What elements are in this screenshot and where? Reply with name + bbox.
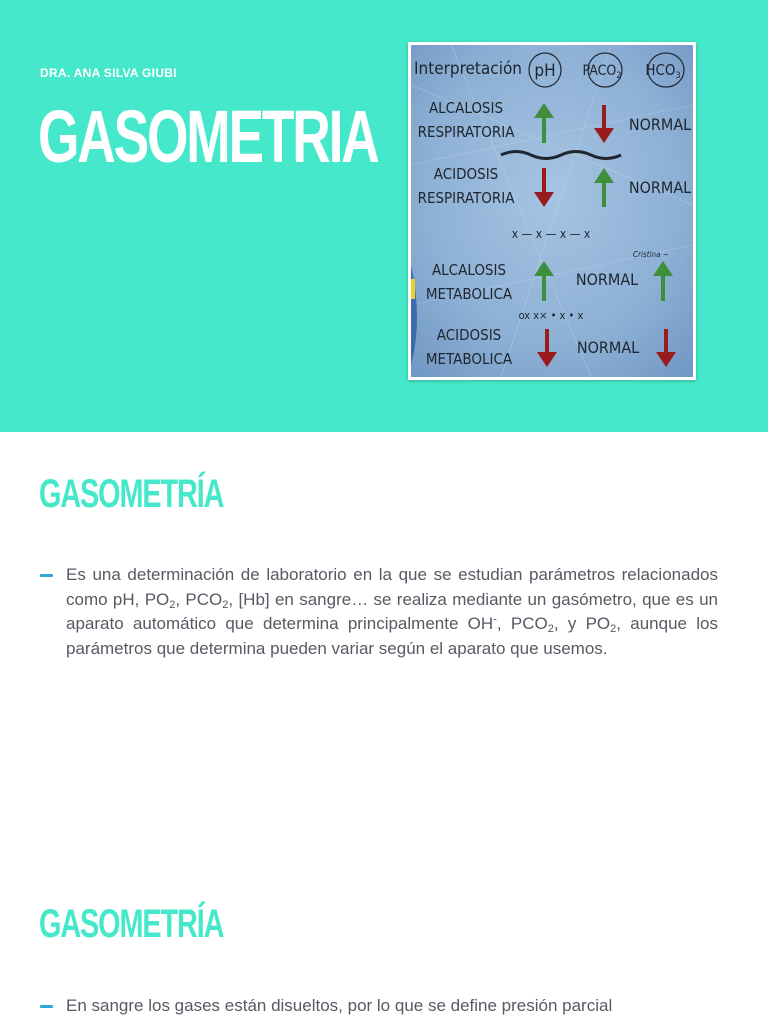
author-name: DRA. ANA SILVA GIUBI: [40, 66, 177, 80]
bullet-2: [40, 994, 718, 1019]
acid-base-chart-image: [408, 42, 696, 380]
row2-hco3-normal: NORMAL: [628, 178, 692, 197]
bullet-1: [40, 563, 718, 661]
divider-crosses-2: ox x× • x • x: [518, 309, 584, 322]
col-ph: pH: [534, 61, 556, 81]
section-title-2: GASOMETRÍA: [39, 902, 224, 946]
section-title-1: GASOMETRÍA: [39, 472, 224, 516]
bullet-1-text: Es una determinación de laboratorio en la que se estudian parámetros relacionados como pH, $PO_2$, $PCO_2$, [Hb] en sangre… se realiza mediante un gasómetro, que es un aparato automático que determina principalmente OH-, $PCO_2$, y $PO_2$, aunque los parámetros que determina pueden variar según el aparato que usemos.: [66, 565, 719, 658]
cover-title: GASOMETRIA: [38, 95, 378, 178]
divider-crosses-1: x — x — x — x: [511, 227, 591, 241]
row4-label-line1: ACIDOSIS: [436, 326, 502, 344]
row3-label-line2: METABOLICA: [425, 285, 513, 303]
row4-paco2-normal: NORMAL: [576, 338, 640, 357]
col-paco2: $PACO_2$: [582, 63, 622, 81]
cover-banner: [0, 0, 768, 432]
signature: Cristina ~: [633, 250, 669, 259]
yellow-tab: [411, 279, 415, 299]
row1-hco3-normal: NORMAL: [628, 115, 692, 134]
row2-label-line1: ACIDOSIS: [433, 165, 499, 183]
bullet-2-text: En sangre los gases están disueltos, por lo que se define presión parcial: [66, 996, 613, 1015]
col-hco3: $HCO_3$: [645, 61, 681, 81]
row3-label-line1: ALCALOSIS: [431, 261, 507, 279]
chart-header: Interpretación: [414, 59, 523, 79]
row3-paco2-normal: NORMAL: [575, 270, 639, 289]
row2-label-line2: RESPIRATORIA: [417, 189, 515, 207]
row4-label-line2: METABOLICA: [425, 350, 513, 368]
bullet-dash-icon: [40, 1005, 53, 1008]
chart-photo: [411, 45, 693, 377]
row1-label-line2: RESPIRATORIA: [417, 123, 515, 141]
bullet-dash-icon: [40, 574, 53, 577]
row1-label-line1: ALCALOSIS: [428, 99, 504, 117]
